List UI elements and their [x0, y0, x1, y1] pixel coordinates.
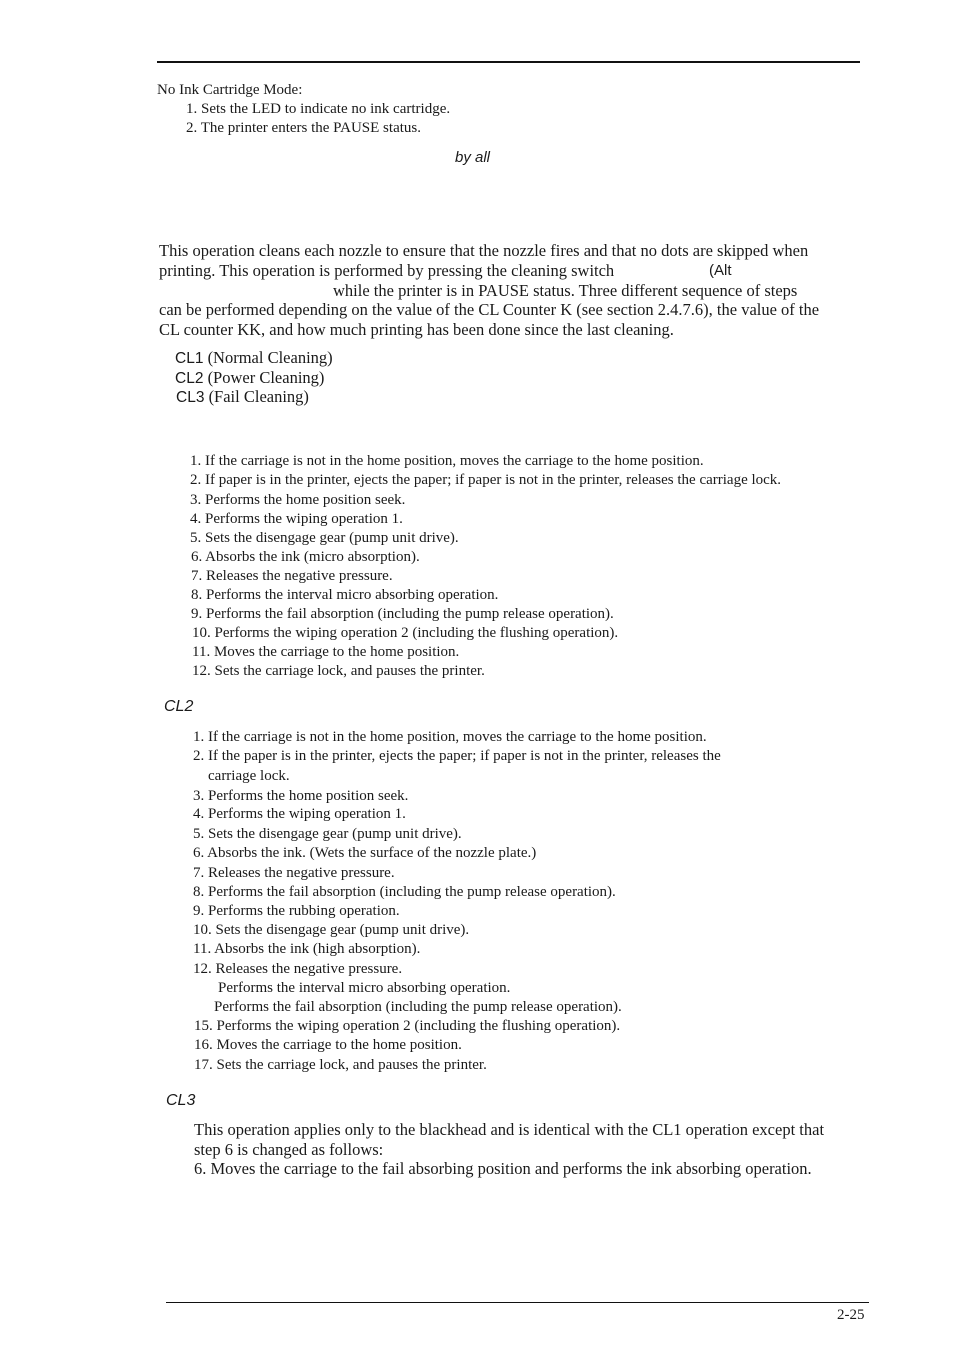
- cl2-step: 7. Releases the negative pressure.: [193, 865, 395, 881]
- cl2-step: 6. Absorbs the ink. (Wets the surface of the nozzle plate.): [193, 845, 537, 861]
- cl2-step: 12. Releases the negative pressure.: [193, 961, 403, 977]
- text-fragment: (Alt: [709, 262, 732, 279]
- cl3-heading: CL3: [166, 1092, 196, 1109]
- cl2-step: 5. Sets the disengage gear (pump unit drive).: [193, 826, 462, 842]
- cleaning-mode-item: [175, 348, 333, 369]
- cl3-line: 6. Moves the carriage to the fail absorbing position and performs the ink absorbing operation.: [194, 1159, 812, 1178]
- cl2-step: 10. Sets the disengage gear (pump unit drive).: [193, 922, 470, 938]
- cleaning-intro-line: can be performed depending on the value of the CL Counter K (see section 2.4.7.6), the value of the: [159, 300, 820, 319]
- cleaning-mode-item: [176, 387, 309, 408]
- cl1-step: 8. Performs the interval micro absorbing operation.: [191, 587, 499, 603]
- no-ink-mode-heading: No Ink Cartridge Mode:: [157, 82, 303, 98]
- cl2-step: Performs the interval micro absorbing operation.: [218, 980, 511, 996]
- cl2-step: 8. Performs the fail absorption (including the pump release operation).: [193, 884, 616, 900]
- cl2-step: 11. Absorbs the ink (high absorption).: [193, 941, 421, 957]
- cl3-line: step 6 is changed as follows:: [194, 1140, 384, 1159]
- cl2-step: 15. Performs the wiping operation 2 (including the flushing operation).: [194, 1018, 621, 1034]
- header-rule: [157, 61, 860, 63]
- cl2-step: 1. If the carriage is not in the home position, moves the carriage to the home position.: [193, 729, 707, 745]
- cl1-step: 1. If the carriage is not in the home position, moves the carriage to the home position.: [190, 453, 704, 469]
- cl2-heading: CL2: [164, 698, 194, 715]
- no-ink-step: 2. The printer enters the PAUSE status.: [186, 120, 421, 136]
- cl3-line: This operation applies only to the blackhead and is identical with the CL1 operation except that: [194, 1120, 825, 1139]
- mode-code: CL3: [176, 389, 205, 406]
- cl1-step: 6. Absorbs the ink (micro absorption).: [191, 549, 420, 565]
- cl2-step: 9. Performs the rubbing operation.: [193, 903, 400, 919]
- cl1-step: 11. Moves the carriage to the home position.: [192, 644, 460, 660]
- cl1-step: 10. Performs the wiping operation 2 (including the flushing operation).: [192, 625, 619, 641]
- cl2-step: 2. If the paper is in the printer, ejects the paper; if paper is not in the printer, releases the: [193, 748, 721, 764]
- cl2-step: 4. Performs the wiping operation 1.: [193, 806, 406, 822]
- mode-desc: (Power Cleaning): [207, 368, 325, 387]
- cl1-step: 3. Performs the home position seek.: [190, 492, 406, 508]
- no-ink-step: 1. Sets the LED to indicate no ink cartridge.: [186, 101, 451, 117]
- cl2-step: 16. Moves the carriage to the home position.: [194, 1037, 462, 1053]
- cl1-step: 7. Releases the negative pressure.: [191, 568, 393, 584]
- cl1-step: 2. If paper is in the printer, ejects the paper; if paper is not in the printer, releases the carriage lock.: [190, 472, 782, 488]
- mode-desc: (Normal Cleaning): [207, 348, 333, 367]
- cl1-step: 9. Performs the fail absorption (including the pump release operation).: [191, 606, 614, 622]
- cl2-step: carriage lock.: [208, 768, 290, 784]
- cleaning-mode-item: [175, 368, 324, 389]
- cl1-step: 4. Performs the wiping operation 1.: [190, 511, 403, 527]
- page-number: 2-25: [837, 1307, 865, 1323]
- mode-code: CL2: [175, 370, 204, 387]
- cl2-step: 3. Performs the home position seek.: [193, 788, 409, 804]
- cl1-step: 5. Sets the disengage gear (pump unit drive).: [190, 530, 459, 546]
- cl1-step: 12. Sets the carriage lock, and pauses the printer.: [192, 663, 485, 679]
- cl2-step: Performs the fail absorption (including the pump release operation).: [214, 999, 622, 1015]
- text-fragment: by all: [455, 149, 491, 166]
- mode-code: CL1: [175, 350, 204, 367]
- cleaning-intro-line: while the printer is in PAUSE status. Three different sequence of steps: [333, 281, 798, 300]
- mode-desc: (Fail Cleaning): [208, 387, 309, 406]
- cleaning-intro-line: printing. This operation is performed by pressing the cleaning switch: [159, 261, 615, 280]
- cleaning-intro-line: This operation cleans each nozzle to ensure that the nozzle fires and that no dots are skipped when: [159, 241, 809, 260]
- cleaning-intro-line: CL counter KK, and how much printing has been done since the last cleaning.: [159, 320, 674, 339]
- cl2-step: 17. Sets the carriage lock, and pauses the printer.: [194, 1057, 487, 1073]
- footer-rule: [166, 1302, 869, 1303]
